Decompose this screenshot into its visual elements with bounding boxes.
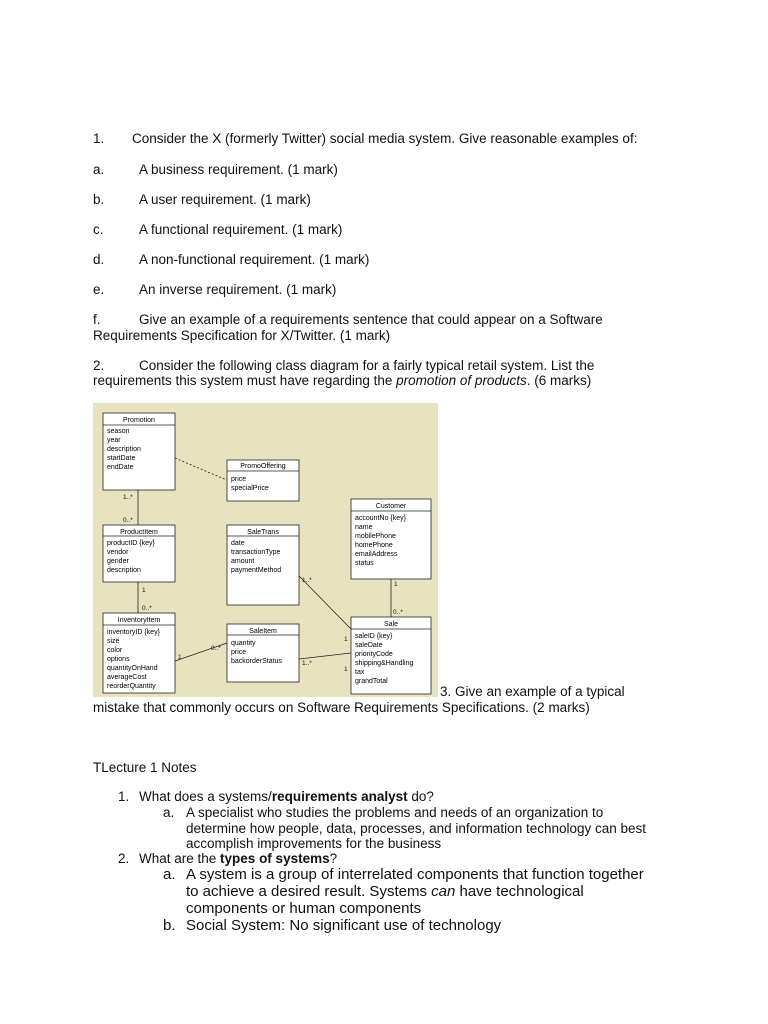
notes-item2-sub-a-line2-emphasis: can	[431, 883, 456, 900]
notes-item1-question	[139, 789, 434, 805]
multiplicity-label: 1..*	[302, 577, 312, 584]
class-promotion-attr: year	[107, 437, 121, 444]
class-sale-attr: saleDate	[355, 642, 383, 649]
class-inventory-item-attr: options	[107, 656, 130, 663]
class-sale-item-attr: price	[231, 649, 247, 656]
class-sale-item-attr: quantity	[231, 640, 256, 647]
class-product-item-attr: description	[107, 567, 141, 574]
q2-line2-pre: requirements this system must have regarding the	[93, 373, 397, 388]
notes-item1-number: 1.	[118, 789, 130, 804]
class-inventory-item-attr: inventoryID {key}	[107, 629, 160, 636]
class-customer-attr: name	[355, 524, 373, 531]
class-customer-attr: emailAddress	[355, 551, 398, 558]
class-promotion-attr: description	[107, 446, 141, 453]
class-promotion	[103, 413, 175, 490]
q1-item-d: A non-functional requirement. (1 mark)	[139, 252, 370, 267]
class-product-item-attr: vendor	[107, 549, 129, 556]
q1-item-f-label: f.	[93, 312, 101, 327]
class-sale-trans-name: SaleTrans	[247, 529, 279, 536]
class-customer-attr: homePhone	[355, 542, 393, 549]
q1-item-b-label: b.	[93, 192, 105, 207]
class-customer	[351, 499, 431, 579]
class-product-item-attr: productID {key}	[107, 540, 155, 547]
class-inventory-item-attr: color	[107, 647, 123, 654]
q1-item-a-label: a.	[93, 162, 105, 177]
q1-item-b: A user requirement. (1 mark)	[139, 192, 311, 207]
class-inventory-item-attr: quantityOnHand	[107, 665, 158, 672]
class-sale-item	[227, 624, 299, 682]
multiplicity-label: 0..*	[142, 605, 152, 612]
class-promo-offering-attr: specialPrice	[231, 485, 269, 492]
multiplicity-label: 0..*	[393, 609, 403, 616]
class-sale-trans	[227, 525, 299, 605]
class-customer-attr: status	[355, 560, 374, 567]
notes-item2-sub-a-line2-post: have technological	[455, 883, 584, 900]
notes-item2-number: 2.	[118, 851, 130, 866]
notes-item1-pre: What does a systems/	[139, 789, 272, 804]
q1-text: Consider the X (formerly Twitter) social media system. Give reasonable examples of:	[132, 131, 638, 146]
class-inventory-item-attr: reorderQuantity	[107, 683, 156, 690]
q2-number: 2.	[93, 358, 105, 373]
class-inventory-item-attr: size	[107, 638, 120, 645]
class-promotion-attr: season	[107, 428, 130, 435]
class-sale-attr: grandTotal	[355, 678, 388, 685]
q1-item-e-label: e.	[93, 282, 105, 297]
class-promo-offering	[227, 460, 299, 501]
notes-item2-post: ?	[329, 851, 338, 866]
q1-item-c: A functional requirement. (1 mark)	[139, 222, 343, 237]
class-product-item-attr: gender	[107, 558, 129, 565]
class-promotion-name: Promotion	[123, 417, 155, 424]
q1-item-d-label: d.	[93, 252, 105, 267]
multiplicity-label: 1	[344, 666, 348, 673]
multiplicity-label: 1..*	[302, 660, 312, 667]
multiplicity-label: 1	[394, 581, 398, 588]
class-sale-trans-attr: amount	[231, 558, 255, 565]
class-diagram-svg	[93, 403, 438, 697]
notes-item2-sub-a-line2-pre: to achieve a desired result. Systems	[186, 883, 432, 900]
q1-item-a: A business requirement. (1 mark)	[139, 162, 338, 177]
class-sale-trans-attr: date	[231, 540, 245, 547]
notes-item2-pre: What are the	[139, 851, 221, 866]
notes-item1-post: do?	[407, 789, 434, 804]
multiplicity-label: 1	[178, 654, 182, 661]
q1-number: 1.	[93, 131, 105, 146]
q2-line2	[93, 373, 591, 389]
notes-item1-sub-a-line: A specialist who studies the problems and needs of an organization to	[186, 805, 604, 820]
class-inventory-item-attr: averageCost	[107, 674, 147, 681]
class-sale-attr: shipping&Handling	[355, 660, 414, 667]
notes-item1-sub-a-line: accomplish improvements for the business	[186, 836, 442, 851]
class-sale-trans-attr: transactionType	[231, 549, 281, 556]
class-sale-attr: priorityCode	[355, 651, 393, 658]
class-promo-offering-attr: price	[231, 476, 247, 483]
notes-item2-sub-a-label: a.	[163, 866, 176, 883]
notes-item1-sub-a-line: determine how people, data, processes, and information technology can best	[186, 821, 647, 836]
class-sale-attr: saleID {key}	[355, 633, 393, 640]
class-sale-name: Sale	[383, 621, 399, 628]
q2-line2-post: . (6 marks)	[526, 373, 592, 388]
q1-item-f-line1: Give an example of a requirements sentence that could appear on a Software	[139, 312, 603, 327]
notes-item2-sub-a-line3: components or human components	[186, 900, 422, 917]
multiplicity-label: 1	[142, 587, 146, 594]
class-customer-name: Customer	[375, 503, 407, 510]
q2-line1: Consider the following class diagram for a fairly typical retail system. List the	[139, 358, 595, 373]
notes-item2-sub-b-text: Social System: No significant use of technology	[186, 917, 502, 934]
class-sale-attr: tax	[355, 669, 365, 676]
class-product-item	[103, 525, 175, 582]
class-diagram	[93, 403, 438, 697]
class-product-item-name: ProductItem	[120, 529, 158, 536]
notes-item2-question	[139, 851, 337, 867]
q2-line2-emphasis: promotion of products	[396, 373, 527, 388]
notes-item1-bold: requirements analyst	[271, 789, 408, 804]
class-customer-attr: mobilePhone	[355, 533, 396, 540]
multiplicity-label: 1..*	[123, 494, 133, 501]
q1-item-c-label: c.	[93, 222, 104, 237]
class-sale-item-name: SaleItem	[249, 628, 277, 635]
class-inventory-item-name: InventoryItem	[117, 617, 161, 624]
notes-item1-sub-a-label: a.	[163, 805, 175, 820]
class-sale-item-attr: backorderStatus	[231, 658, 282, 665]
class-promo-offering-name: PromoOffering	[240, 463, 286, 470]
assoc-class-link-promooffering	[175, 458, 229, 481]
class-sale-trans-attr: paymentMethod	[231, 567, 282, 574]
class-customer-attr: accountNo {key}	[355, 515, 406, 522]
multiplicity-label: 1	[344, 636, 348, 643]
q1-item-e: An inverse requirement. (1 mark)	[139, 282, 337, 297]
q3-inline-text: 3. Give an example of a typical	[440, 684, 625, 699]
notes-item2-sub-b-label: b.	[163, 917, 176, 934]
notes-title: TLecture 1 Notes	[93, 760, 197, 775]
class-promotion-attr: endDate	[107, 464, 134, 471]
class-inventory-item	[103, 613, 175, 693]
assoc-saleitem-sale	[299, 653, 351, 659]
notes-item2-bold: types of systems	[220, 851, 330, 866]
q1-item-f-line2: Requirements Specification for X/Twitter. (1 mark)	[93, 328, 391, 343]
class-sale	[351, 617, 431, 694]
q3-line2: mistake that commonly occurs on Software Requirements Specifications. (2 marks)	[93, 700, 590, 715]
multiplicity-label: 0..*	[211, 645, 221, 652]
multiplicity-label: 0..*	[123, 517, 133, 524]
notes-item2-sub-a-line2	[186, 883, 584, 900]
class-promotion-attr: startDate	[107, 455, 136, 462]
notes-item2-sub-a-line1: A system is a group of interrelated components that function together	[186, 866, 644, 883]
